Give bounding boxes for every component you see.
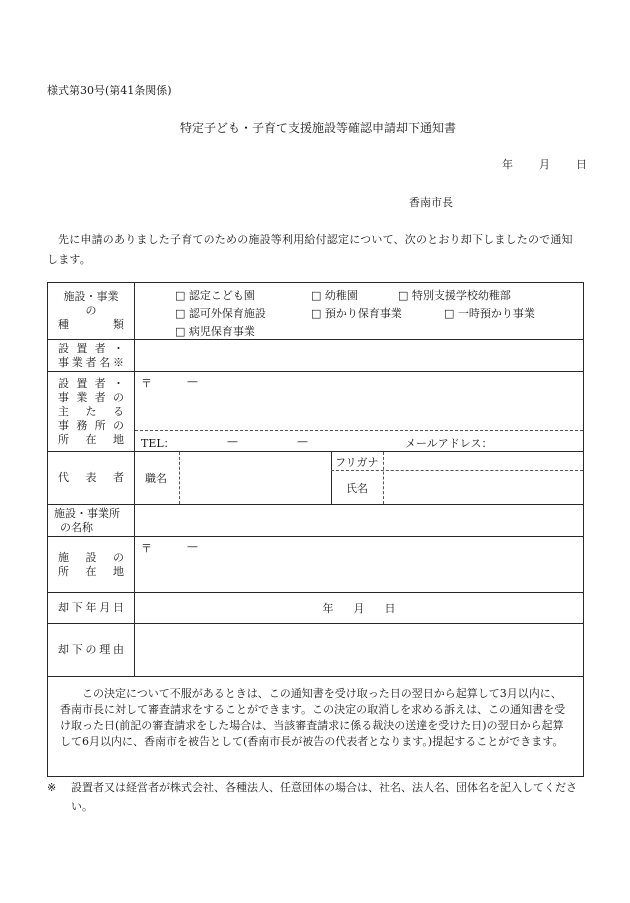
rejection-date-year: 年 (322, 602, 334, 615)
appeal-notice-text: この決定について不服があるときは、この通知書を受け取った日の翌日から起算して3月以内に、香南市長に対して審査請求をすることができます。この決定の取消しを求める訴えは、この通知書を受け取った日(前記の審査請求をした場合は、当該審査請求に係る裁決の送達を受けた日)の翌日から起算して6月以内に、香南市を被告として(香南市長が被告の代表者となります。)提起することができます。 (60, 687, 566, 748)
rejection-date-month: 月 (353, 602, 365, 615)
footnote-text: 設置者又は経営者が株式会社、各種法人、任意団体の場合は、社名、法人名、団体名を記入してください。 (71, 781, 577, 813)
facility-postal-mark: 〒 (141, 542, 152, 555)
tel-dash-1: — (227, 435, 238, 448)
address-divider (135, 430, 583, 431)
label-office-address-line4: 事務所の (58, 418, 124, 432)
row-facility-type (48, 283, 584, 340)
issue-date-day: 日 (576, 158, 587, 171)
label-facility-type-line2: の (85, 304, 97, 317)
title-input[interactable] (181, 452, 331, 504)
name-label: 氏名 (346, 482, 368, 495)
application-table (47, 282, 584, 777)
row-office-address (48, 372, 584, 452)
rejection-date-day: 日 (384, 602, 396, 615)
name-label-divider (383, 452, 384, 504)
label-office-address (48, 372, 135, 452)
label-facility-name (48, 505, 135, 537)
rejection-date-field[interactable] (135, 593, 584, 624)
checkbox-tokubetsu-shien[interactable]: □ 特別支援学校幼稚部 (398, 287, 511, 303)
label-office-address-line2: 事業者の (58, 390, 124, 404)
label-rejection-date-text: 却下年月日 (58, 601, 124, 614)
checkbox-ninkagai-hoiku[interactable]: □ 認可外保育施設 (175, 305, 266, 321)
label-establisher (48, 340, 135, 372)
row-facility-name (48, 505, 584, 537)
appeal-notice (48, 677, 584, 777)
tel-label: TEL： (141, 437, 175, 450)
facility-name-field[interactable] (135, 505, 584, 537)
email-label: メールアドレス： (405, 437, 493, 450)
label-office-address-line3: 主たる (58, 404, 124, 418)
checkbox-azukari-hoiku[interactable]: □ 預かり保育事業 (311, 305, 402, 321)
furigana-input[interactable] (385, 452, 583, 470)
footnote (47, 778, 585, 816)
issuer: 香南市長 (409, 196, 453, 209)
issue-date-year: 年 (502, 158, 513, 171)
label-representative-text: 代表者 (58, 471, 124, 484)
postal-dash: — (187, 375, 198, 388)
row-establisher (48, 340, 584, 372)
name-divider (331, 452, 332, 504)
label-facility-address (48, 537, 135, 593)
checkbox-nintei-kodomoen[interactable]: □ 認定こども園 (175, 287, 255, 303)
title-divider (179, 452, 180, 504)
label-rejection-reason-text: 却下の理由 (58, 643, 124, 656)
office-address-field[interactable] (135, 372, 584, 452)
label-establisher-line2: 事業者名※ (58, 355, 124, 369)
intro-paragraph: 先に申請のありました子育てのための施設等利用給付認定について、次のとおり却下しましたので通知します。 (47, 233, 573, 266)
label-facility-type-line1: 施設・事業 (63, 290, 119, 303)
label-facility-address-line1: 施設の (58, 550, 124, 564)
name-input[interactable] (385, 471, 583, 504)
checkbox-byoji-hoiku[interactable]: □ 病児保育事業 (175, 323, 255, 339)
issue-date (502, 156, 587, 172)
issue-date-month: 月 (539, 158, 550, 171)
label-office-address-line1: 設置者・ (58, 376, 124, 390)
establisher-field[interactable] (135, 340, 584, 372)
checkbox-ichiji-azukari[interactable]: □ 一時預かり事業 (444, 305, 535, 321)
tel-dash-2: — (297, 435, 308, 448)
label-rejection-reason (48, 624, 135, 677)
postal-mark: 〒 (141, 377, 152, 390)
row-representative (48, 452, 584, 505)
facility-address-field[interactable] (135, 537, 584, 593)
furigana-label: フリガナ (335, 456, 379, 469)
title-label: 職名 (145, 472, 167, 485)
label-representative (48, 452, 135, 505)
facility-type-options (135, 283, 584, 340)
row-rejection-date (48, 593, 584, 624)
row-appeal-notice (48, 677, 584, 777)
label-office-address-line5: 所在地 (58, 432, 124, 446)
row-rejection-reason (48, 624, 584, 677)
checkbox-yochien[interactable]: □ 幼稚園 (311, 287, 358, 303)
label-facility-name-line2: の名称 (60, 520, 93, 534)
form-number: 様式第30号(第41条関係) (47, 84, 172, 97)
document-title: 特定子ども・子育て支援施設等確認申請却下通知書 (180, 121, 457, 135)
rejection-reason-field[interactable] (135, 624, 584, 677)
label-rejection-date (48, 593, 135, 624)
row-facility-address (48, 537, 584, 593)
label-facility-address-line2: 所在地 (58, 564, 124, 578)
label-facility-name-line1: 施設・事業所 (54, 506, 120, 520)
representative-field (135, 452, 584, 505)
footnote-mark: ※ (47, 781, 57, 794)
label-facility-type (48, 283, 135, 340)
facility-postal-dash: — (187, 540, 198, 553)
label-establisher-line1: 設置者・ (58, 341, 124, 355)
label-facility-type-line3: 種 類 (58, 318, 124, 331)
